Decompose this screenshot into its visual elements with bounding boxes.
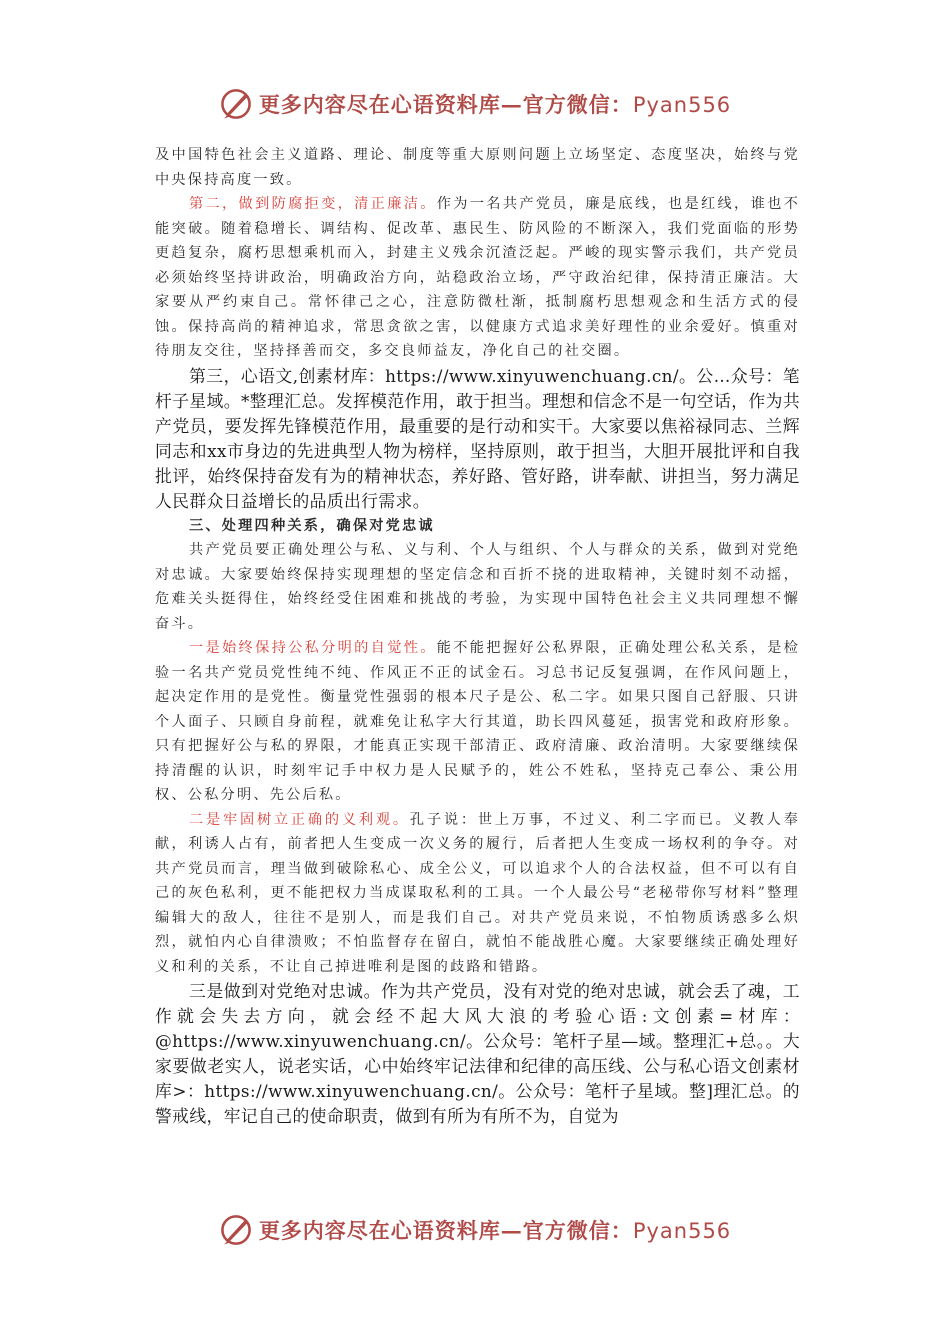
- banner-code: Pyan556: [632, 1219, 732, 1243]
- highlighted-heading: 一是始终保持公私分明的自觉性。: [189, 640, 437, 656]
- paragraph-text: 三是做到对党绝对忠诚。作为共产党员，没有对党的绝对忠诚，就会丢了魂，工作就会失去方向，就会经不起大风大浪的考验心语:文创素=材库：@https://www.xinyuwenchuang.cn/。公众号：笔杆子星—域。整理汇+总。。大家要做老实人，说老实话，心中始终牢记法律和纪律的高压线、公与私心语文创素材库>：https://www.xinyuwenchuang.cn/。公众号：笔杆子星域。整]理汇总。的警戒线，牢记自己的使命职责，做到有所为有所不为，自觉为: [155, 981, 800, 1126]
- paragraph-text: 共产党员要正确处理公与私、义与利、个人与组织、个人与群众的关系，做到对党绝对忠诚。大家要始终保持实现理想的坚定信念和百折不挠的进取精神，关键时刻不动摇，危难关头挺得住，始终经受住困难和挑战的考验，为实现中国特色社会主义共同理想不懈奋斗。: [155, 542, 800, 632]
- paragraph-text: 作为一名共产党员，廉是底线，也是红线，谁也不能突破。随着稳增长、调结构、促改革、惠民生、防风险的不断深入，我们党面临的形势更趋复杂，腐朽思想乘机而入，封建主义残余沉渣泛起。严峻的现实警示我们，共产党员必须始终坚持讲政治，明确政治方向，站稳政治立场，严守政治纪律，保持清正廉洁。大家要从严约束自己。常怀律己之心，注意防微杜渐，抵制腐朽思想观念和生活方式的侵蚀。保持高尚的精神追求，常思贪欲之害，以健康方式追求美好理性的业余爱好。慎重对待朋友交往，坚持择善而交，多交良师益友，净化自己的社交圈。: [155, 196, 800, 359]
- paragraph: [155, 192, 800, 364]
- paragraph: [155, 808, 800, 980]
- pen-circle-icon: [219, 87, 253, 121]
- banner-text: 更多内容尽在心语资料库—官方微信：Pyan556: [258, 92, 732, 117]
- highlighted-heading: 第二，做到防腐拒变，清正廉洁。: [189, 196, 437, 212]
- paragraph-text: 及中国特色社会主义道路、理论、制度等重大原则问题上立场坚定、态度坚决，始终与党中央保持高度一致。: [155, 147, 800, 188]
- highlighted-heading: 二是牢固树立正确的义利观。: [189, 811, 410, 828]
- pen-circle-icon: [219, 1213, 253, 1247]
- paragraph-text: 孔子说：世上万事，不过义、利二字而已。义教人奉献，利诱人占有，前者把人生变成一次义务的履行，后者把人生变成一场权利的争夺。对共产党员而言，理当做到破除私心、成全公义，可以追求个人的合法权益，但不可以有自己的灰色私利，更不能把权力当成谋取私利的工具。一个人最公号“老秘带你写材料”整理编辑大的敌人，往往不是别人，而是我们自己。对共产党员来说，不怕物质诱惑多么炽烈，就怕内心自律溃败；不怕监督存在留白，就怕不能战胜心魔。大家要继续正确处理好义和利的关系，不让自己掉进唯利是图的歧路和错路。: [155, 811, 800, 975]
- header-banner: [0, 84, 950, 124]
- paragraph-text: 第三，心语文,创素材库：https://www.xinyuwenchuang.cn/。公…众号：笔杆子星域。*整理汇总。发挥模范作用，敢于担当。理想和信念不是一句空话，作为共产党员，要发挥先锋模范作用，最重要的是行动和实干。大家要以焦裕禄同志、兰辉同志和xx市身边的先进典型人物为榜样，坚持原则，敢于担当，大胆开展批评和自我批评，始终保持奋发有为的精神状态，养好路、管好路，讲奉献、讲担当，努力满足人民群众日益增长的品质出行需求。: [155, 365, 800, 511]
- footer-banner: [0, 1210, 950, 1250]
- paragraph: [155, 979, 800, 1129]
- banner-text: 更多内容尽在心语资料库—官方微信：Pyan556: [258, 1218, 732, 1243]
- banner-code: Pyan556: [632, 93, 732, 117]
- paragraph: [155, 364, 800, 514]
- section-heading: [155, 514, 800, 539]
- paragraph: [155, 143, 800, 192]
- paragraph-text: 三、处理四种关系，确保对党忠诚: [189, 517, 435, 534]
- paragraph: [155, 636, 800, 808]
- paragraph-text: 能不能把握好公私界限，正确处理公私关系，是检验一名共产党员党性纯不纯、作风正不正的试金石。习总书记反复强调，在作风问题上，起决定作用的是党性。衡量党性强弱的根本尺子是公、私二字。如果只图自己舒服、只讲个人面子、只顾自身前程，就难免让私字大行其道，助长四风蔓延，损害党和政府形象。只有把握好公与私的界限，才能真正实现干部清正、政府清廉、政治清明。大家要继续保持清醒的认识，时刻牢记手中权力是人民赋予的，姓公不姓私，坚持克己奉公、秉公用权、公私分明、先公后私。: [155, 640, 800, 803]
- paragraph: [155, 538, 800, 636]
- document-body: [155, 143, 800, 1129]
